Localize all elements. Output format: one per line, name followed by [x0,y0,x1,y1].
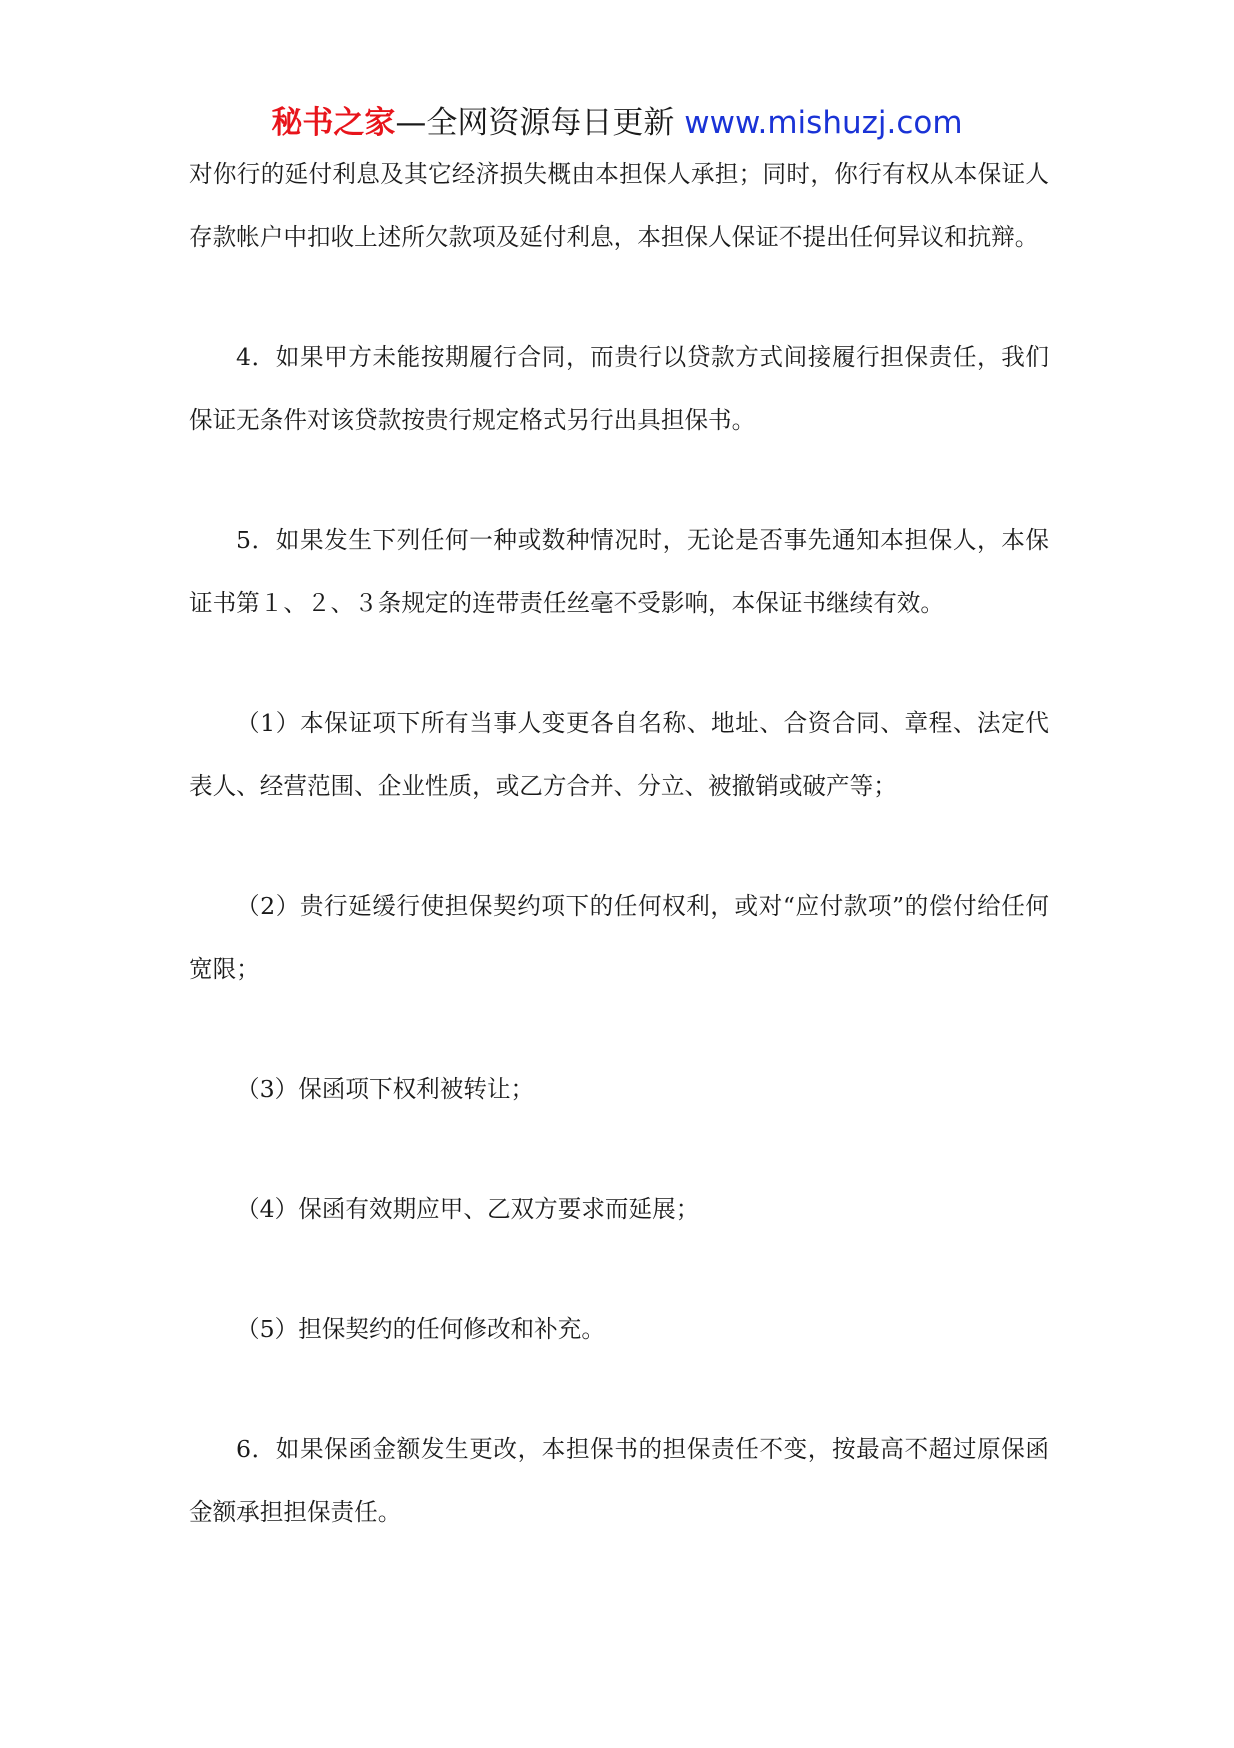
page-header [0,103,1234,143]
paragraph-item-4: （4）保函有效期应甲、乙双方要求而延展； [236,1195,700,1223]
header-brand: 秘书之家 [271,105,396,141]
paragraph-gap [189,269,1049,326]
paragraph-gap [189,818,1049,875]
paragraph-clause-4: 4．如果甲方未能按期履行合同，而贵行以贷款方式间接履行担保责任，我们保证无条件对该贷款按贵行规定格式另行出具担保书。 [189,343,1049,434]
document-body [189,143,1049,1544]
paragraph-item-5: （5）担保契约的任何修改和补充。 [236,1315,605,1343]
paragraph-gap [189,1361,1049,1418]
paragraph-gap [189,452,1049,509]
paragraph-item-3: （3）保函项下权利被转让； [236,1075,535,1103]
paragraph-item-2: （2）贵行延缓行使担保契约项下的任何权利，或对“应付款项”的偿付给任何宽限； [189,892,1049,983]
paragraph-gap [189,1121,1049,1178]
paragraph-gap [189,1241,1049,1298]
paragraph-item-1: （1）本保证项下所有当事人变更各自名称、地址、合资合同、章程、法定代表人、经营范围、企业性质，或乙方合并、分立、被撤销或破产等； [189,709,1049,800]
paragraph-gap [189,1001,1049,1058]
paragraph-gap [189,635,1049,692]
header-tagline: —全网资源每日更新 [395,105,685,141]
header-url-link[interactable]: www.mishuzj.com [684,105,963,141]
paragraph-continuation: 对你行的延付利息及其它经济损失概由本担保人承担；同时，你行有权从本保证人存款帐户中扣收上述所欠款项及延付利息，本担保人保证不提出任何异议和抗辩。 [189,160,1049,251]
paragraph-clause-6: 6．如果保函金额发生更改，本担保书的担保责任不变，按最高不超过原保函金额承担担保责任。 [189,1435,1049,1526]
paragraph-clause-5: 5．如果发生下列任何一种或数种情况时，无论是否事先通知本担保人，本保证书第１、２、３条规定的连带责任丝毫不受影响，本保证书继续有效。 [189,526,1049,617]
